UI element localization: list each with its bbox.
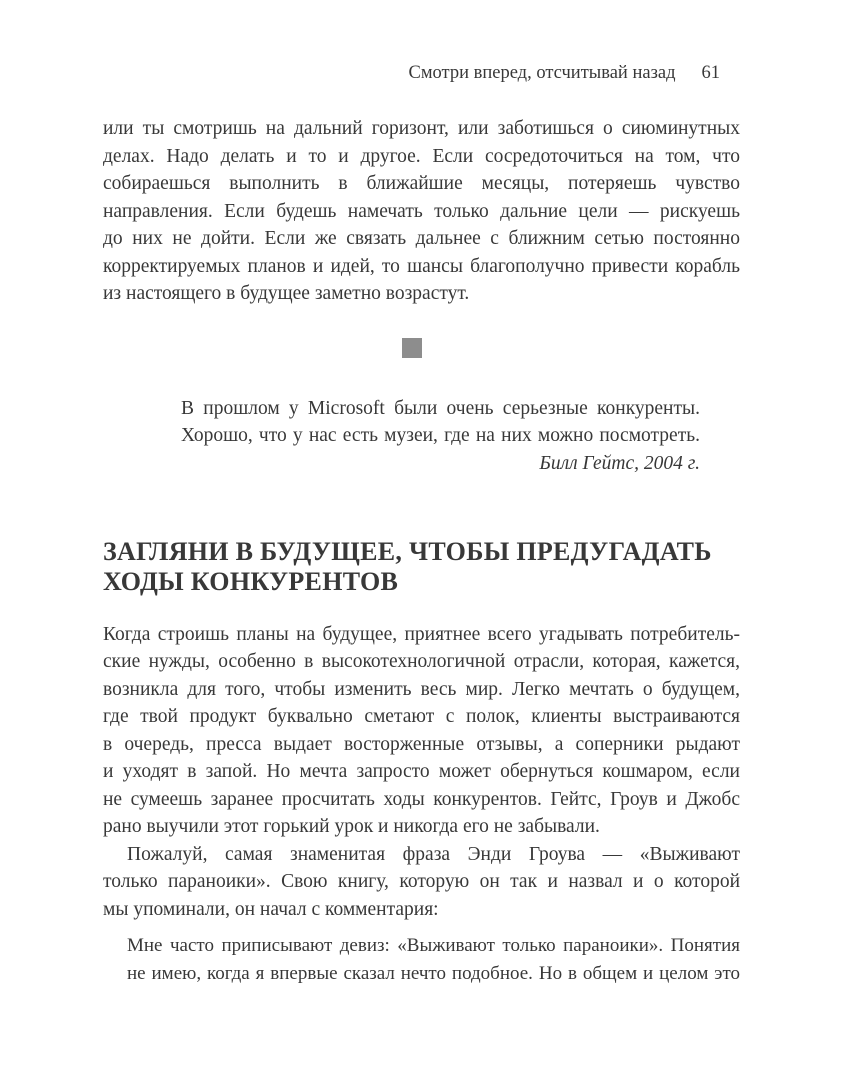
- text-line: направления. Если будешь намечать только дальние цели — рискуешь: [103, 200, 740, 222]
- page-number: 61: [701, 63, 720, 83]
- text-line: рано выучили этот горький урок и никогда его не забывали.: [103, 816, 600, 837]
- text-line: где твой продукт буквально сметают с полок, клиенты выстраиваются: [103, 706, 740, 727]
- text-line: Пожалуй, самая знаменитая фраза Энди Гроува — «Выживают: [127, 843, 740, 865]
- text-line: Хорошо, что у нас есть музеи, где на них можно посмотреть.: [181, 425, 700, 446]
- text-line: только параноики». Свою книгу, которую он так и назвал и о которой: [103, 871, 740, 892]
- text-line: Мне часто приписывают девиз: «Выживают только параноики». Понятия: [127, 935, 740, 956]
- text-line: из настоящего в будущее заметно возрастут.: [103, 283, 470, 304]
- running-head: [103, 62, 740, 84]
- text-line: ские нужды, особенно в высокотехнологичной отрасли, которая, кажется,: [103, 651, 740, 672]
- text-line: Когда строишь планы на будущее, приятнее всего угадывать потребитель-: [103, 623, 740, 645]
- text-line: мы упоминали, он начал с комментария:: [103, 898, 439, 920]
- epigraph-attribution: Билл Гейтс, 2004 г.: [539, 452, 700, 474]
- text-line: собираешься выполнить в ближайшие месяцы, потеряешь чувство: [103, 173, 740, 194]
- epigraph: [181, 395, 700, 478]
- text-line: ЗАГЛЯНИ В БУДУЩЕЕ, ЧТОБЫ ПРЕДУГАДАТЬ: [103, 536, 712, 566]
- text-line: корректируемых планов и идей, то шансы благополучно привести корабль: [103, 255, 740, 277]
- text-line: не имею, когда я впервые сказал нечто подобное. Но в общем и целом это: [127, 963, 740, 984]
- section-divider-square: [402, 338, 422, 358]
- page-content: [0, 62, 844, 988]
- epigraph-text: [181, 395, 700, 450]
- text-line: ХОДЫ КОНКУРЕНТОВ: [103, 566, 399, 596]
- text-line: не сумеешь заранее просчитать ходы конкурентов. Гейтс, Гроув и Джобс: [103, 788, 740, 810]
- text-line: или ты смотришь на дальний горизонт, или заботишься о сиюминутных: [103, 118, 740, 139]
- text-line: В прошлом у Microsoft были очень серьезные конкуренты.: [181, 397, 700, 419]
- block-quote: [127, 932, 740, 988]
- text-line: возникла для того, чтобы изменить весь мир. Легко мечтать о будущем,: [103, 678, 740, 700]
- text-line: до них не дойти. Если же связать дальнее с ближним сетью постоянно: [103, 228, 740, 249]
- running-head-chapter-title: Смотри вперед, отсчитывай назад: [408, 63, 676, 83]
- paragraph-future: [103, 621, 740, 841]
- text-line: и уходят в запой. Но мечта запросто может обернуться кошмаром, если: [103, 761, 740, 782]
- text-line: в очередь, пресса выдает восторженные отзывы, а соперники рыдают: [103, 733, 740, 755]
- paragraph-intro: [103, 115, 740, 308]
- paragraph-grove: [103, 841, 740, 924]
- section-heading: [103, 537, 740, 597]
- text-line: делах. Надо делать и то и другое. Если сосредоточиться на том, что: [103, 145, 740, 167]
